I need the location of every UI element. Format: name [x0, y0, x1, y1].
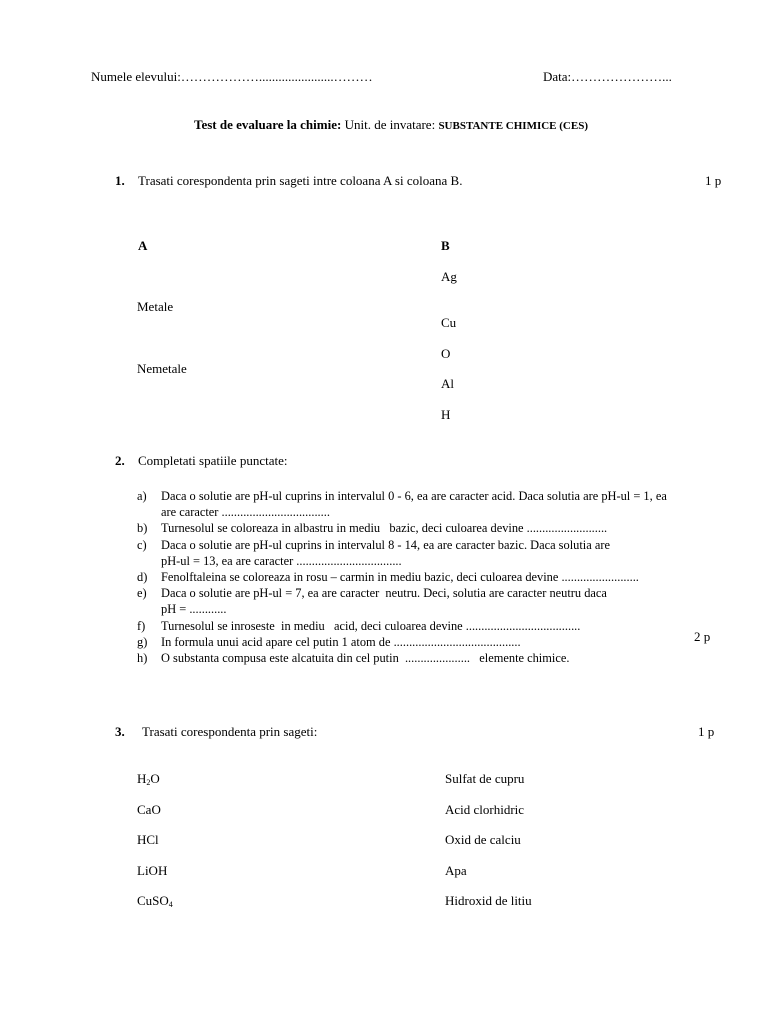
q1-col-a-header: A [138, 238, 148, 253]
item-letter: f) [137, 618, 146, 633]
q3-name: Sulfat de cupru [445, 771, 525, 786]
list-item [137, 585, 757, 617]
q3-formula: HCl [137, 832, 159, 847]
q3-formula: LiOH [137, 863, 168, 878]
q3-name: Apa [445, 863, 467, 878]
list-item [137, 537, 757, 569]
item-letter: d) [137, 570, 148, 585]
item-letter: e) [137, 586, 147, 601]
q1-number: 1. [115, 173, 125, 188]
list-item [137, 618, 757, 634]
list-item [137, 634, 757, 650]
q1-col-b-item: Cu [441, 315, 457, 330]
q1-col-b-item: H [441, 407, 451, 422]
title-topic: SUBSTANTE CHIMICE (CES) [438, 120, 588, 132]
q1-col-b-header: B [441, 238, 450, 253]
item-text: Daca o solutie are pH-ul cuprins in intervalul 0 - 6, ea are caracter acid. Daca solutia are pH-ul = 1, ea are caracter ................................... [161, 489, 667, 520]
list-item [137, 650, 757, 666]
item-text: In formula unui acid apare cel putin 1 atom de ......................................... [161, 634, 521, 649]
page-title [194, 117, 588, 134]
q1-col-a-item: Nemetale [137, 361, 187, 376]
list-item [137, 488, 757, 520]
q1-points: 1 p [705, 173, 722, 188]
title-bold: Test de evaluare la chimie: [194, 117, 342, 132]
q2-points: 2 p [694, 629, 711, 644]
item-text: Turnesolul se coloreaza in albastru in mediu bazic, deci culoarea devine .......................... [161, 521, 608, 536]
list-item [137, 520, 757, 536]
q3-formula: $H_2O$ [137, 771, 160, 787]
item-text: O substanta compusa este alcatuita din cel putin ..................... elemente chimice. [161, 651, 570, 666]
q3-points: 1 p [698, 724, 715, 739]
q3-name: Hidroxid de litiu [445, 893, 532, 908]
item-letter: b) [137, 521, 148, 536]
item-letter: g) [137, 634, 148, 649]
item-letter: a) [137, 489, 147, 503]
q3-formula: CuSO$_4$ [137, 893, 173, 909]
list-item [137, 569, 757, 585]
item-text: Daca o solutie are pH-ul = 7, ea are caracter neutru. Deci, solutia are caracter neutru daca pH = ............ [161, 586, 607, 617]
q3-formula: CaO [137, 802, 161, 817]
date-field: Data:…………………... [543, 69, 672, 84]
item-letter: c) [137, 537, 147, 552]
q3-text: Trasati corespondenta prin sageti: [142, 724, 318, 739]
q1-col-b-item: Ag [441, 269, 457, 284]
q1-text: Trasati corespondenta prin sageti intre coloana A si coloana B. [138, 173, 463, 188]
q2-number: 2. [115, 453, 125, 468]
student-name-field: Numele elevului:……………….......................……… [91, 69, 373, 84]
q1-col-a-item: Metale [137, 299, 174, 314]
q2-list [137, 488, 757, 666]
item-letter: h) [137, 651, 148, 666]
q3-number: 3. [115, 724, 125, 739]
q1-col-b-item: O [441, 346, 451, 361]
q3-name: Oxid de calciu [445, 832, 521, 847]
title-unit: Unit. de invatare: [341, 117, 439, 132]
item-text: Daca o solutie are pH-ul cuprins in intervalul 8 - 14, ea are caracter bazic. Daca solutia are pH-ul = 13, ea are caracter .................................. [161, 537, 610, 568]
q3-name: Acid clorhidric [445, 802, 525, 817]
item-text: Fenolftaleina se coloreaza in rosu – carmin in mediu bazic, deci culoarea devine ......................... [161, 570, 639, 585]
item-text: Turnesolul se inroseste in mediu acid, deci culoarea devine ..................................... [161, 618, 581, 633]
q1-col-b-item: Al [441, 376, 454, 391]
q2-text: Completati spatiile punctate: [138, 453, 288, 468]
